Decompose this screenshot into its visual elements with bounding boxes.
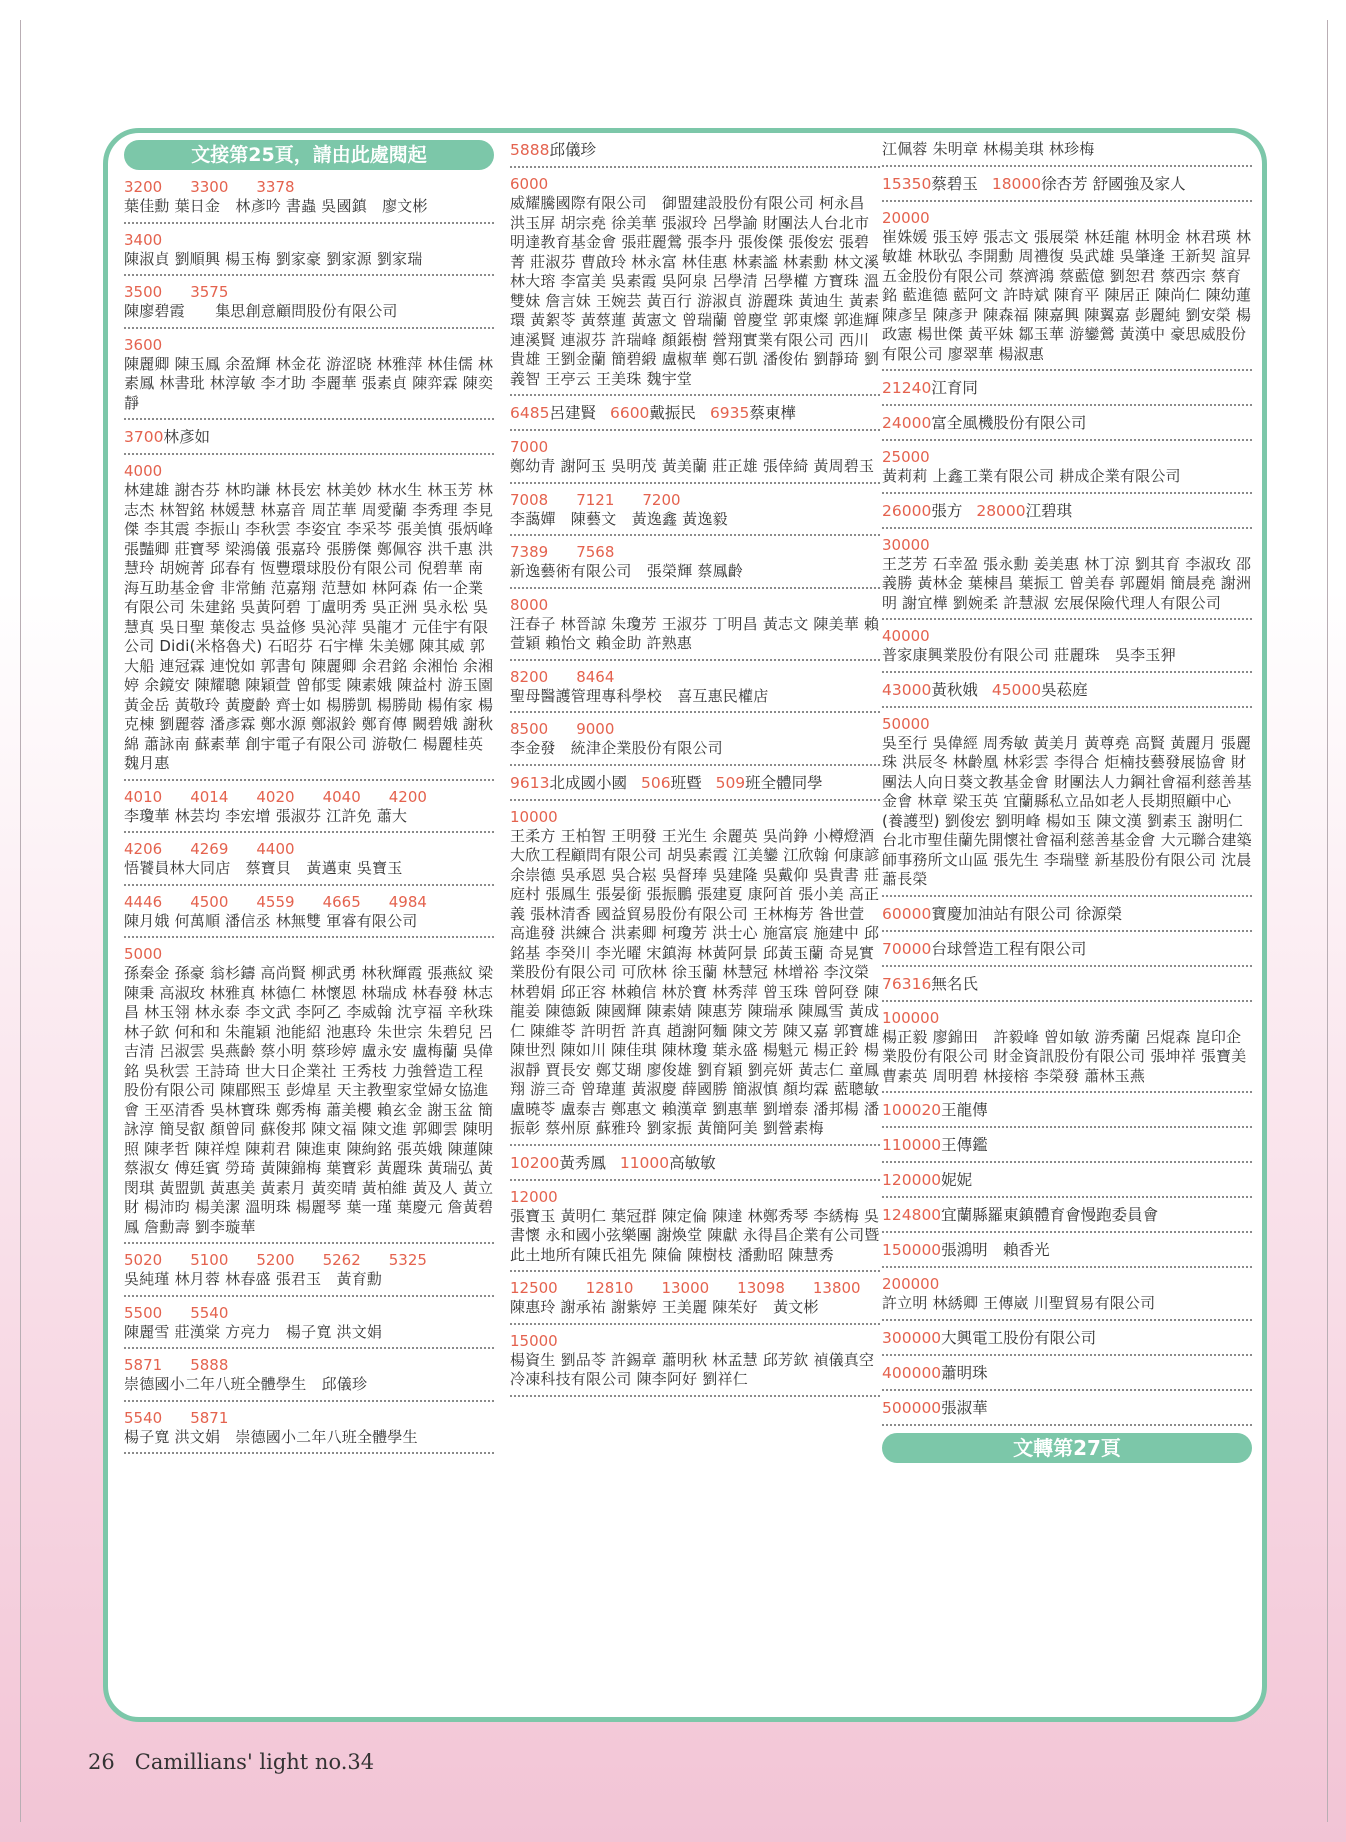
donation-amount: 3400	[124, 230, 163, 249]
donor-names: 陳惠玲 謝承祐 謝紫婷 王美麗 陳茱好 黃文彬	[510, 1298, 819, 1316]
donor-name: 黃秀鳳	[559, 1153, 606, 1172]
donation-amount: 5871	[124, 1356, 163, 1374]
donor-names: 楊子寬 洪文娟 崇德國小二年八班全體學生	[124, 1427, 418, 1446]
donation-amounts	[124, 840, 494, 859]
page-number: 26	[88, 1750, 115, 1774]
donor-name: 王龍傳	[941, 1101, 988, 1119]
donor-names: 吳至行 吳偉經 周秀敏 黃美月 黃尊堯 高賢 黃麗月 張麗珠 洪辰冬 林齡凰 林彩雲 李得合 炬楠技藝發展協會 財團法人向日葵文教基金會 財團法人力鋼社會福利慈善基金會 林章 梁玉英 宜蘭縣私立品如老人長期照顧中心(養護型) 劉俊宏 劉明峰 楊如玉 陳文漢 劉素玉 謝明仁 台北市聖佳蘭先開懷社會福利慈善基金會 大元聯合建築師事務所文山區 張先生 李瑞璧 新基股份有限公司 沈晨 蕭長榮	[882, 733, 1252, 888]
donor-name: 呂建賢	[549, 404, 596, 422]
donation-amount: 5200	[256, 1251, 295, 1269]
donor-name: 張鴻明 賴香光	[941, 1241, 1050, 1259]
donor-names: 汪春子 林晉諒 朱瓊芳 王淑芬 丁明昌 黃志文 陳美華 賴萱穎 賴怡文 賴金助 許熟惠	[510, 614, 880, 652]
donation-amount: 7200	[642, 490, 681, 509]
donation-amount: 7389	[510, 543, 549, 561]
donation-group	[510, 668, 880, 714]
donation-group	[124, 462, 494, 781]
donation-amounts	[510, 438, 880, 457]
donation-group	[882, 501, 1252, 529]
donor-names: 鄭幼青 謝阿玉 吳明茂 黃美蘭 莊正雄 張倖綺 黃周碧玉	[510, 457, 875, 475]
donation-amounts	[124, 462, 494, 481]
donation-group	[882, 1240, 1252, 1268]
donor-name: 江育同	[931, 379, 978, 397]
donation-amount: 300000	[882, 1328, 942, 1347]
donation-amounts	[510, 1188, 880, 1207]
donation-group	[124, 283, 494, 329]
donation-amount: 11000	[619, 1153, 670, 1172]
donation-inline-line	[882, 974, 1252, 995]
donation-inline-line	[882, 1398, 1252, 1419]
donation-amounts	[882, 627, 1252, 646]
donation-amount: 4559	[256, 892, 295, 911]
donation-amount: 100020	[882, 1101, 942, 1119]
donation-amount: 509	[715, 773, 746, 792]
donor-name: 蕭明珠	[941, 1363, 988, 1382]
donation-group	[882, 974, 1252, 1002]
donation-group	[124, 427, 494, 455]
donor-names: 黃莉莉 上鑫工業有限公司 耕成企業有限公司	[882, 467, 1181, 485]
donation-group	[510, 1332, 880, 1397]
donor-names: 陳月娥 何萬順 潘信丞 林無雙 軍睿有限公司	[124, 911, 418, 930]
donation-amount: 10200	[510, 1153, 560, 1172]
donation-amount: 3300	[190, 178, 229, 196]
donor-names: 李瓊華 林芸均 李宏增 張淑芬 江許免 蕭大	[124, 806, 408, 825]
donation-amount: 4446	[124, 892, 163, 911]
donation-amounts	[510, 668, 880, 687]
donation-group	[124, 231, 494, 277]
donation-amounts	[510, 596, 880, 615]
donation-amount: 7568	[576, 543, 615, 561]
donation-group	[882, 1363, 1252, 1391]
donation-group	[124, 178, 494, 224]
donation-inline-line	[882, 939, 1252, 960]
donor-name: 江碧琪	[1025, 501, 1073, 520]
donor-name: 張方	[931, 501, 963, 520]
donation-inline-line	[510, 773, 880, 794]
donation-amount: 400000	[882, 1363, 942, 1382]
donation-amount: 6485	[510, 404, 550, 422]
donation-group	[124, 1304, 494, 1350]
donor-names: 楊正毅 廖錦田 許毅峰 曾如敏 游秀蘭 呂焜森 崑印企業股份有限公司 財金資訊股份有限公司 張坤祥 張寶美 曹素英 周明碧 林接榕 李榮發 蕭林玉燕	[882, 1027, 1247, 1085]
donation-group	[882, 627, 1252, 673]
donation-amount: 5500	[124, 1303, 163, 1322]
donation-group	[882, 413, 1252, 441]
donor-names: 崔姝媛 張玉婷 張志文 張展榮 林廷龍 林明金 林君瑛 林敏雄 林耿弘 李開勳 周禮復 吳武雄 吳肇逢 王新契 誼昇五金股份有限公司 蔡濟鴻 蔡藍億 劉恕君 蔡西宗 蔡育銘 藍進德 藍阿文 許時斌 陳育平 陳居正 陳尚仁 陳幼蓮 陳彥呈 陳彥尹 陳森福 陳嘉興 陳翼嘉 彭麗純 劉安榮 楊政憲 楊世傑 黃平妹 鄒玉華 游鑾鶯 黃漢中 豪思威股份有限公司 廖翠華 楊淑惠	[882, 227, 1252, 363]
donor-names: 陳麗卿 陳玉鳳 余盈輝 林金花 游涩晓 林雅萍 林佳儒 林素鳳 林書玭 林淳敏 李才助 李麗華 張素貞 陳弈霖 陳奕靜	[124, 354, 494, 412]
donation-amount: 28000	[976, 501, 1026, 520]
donation-amounts	[510, 808, 880, 827]
donor-names: 陳廖碧霞 集思創意顧問股份有限公司	[124, 302, 398, 320]
donation-group	[124, 788, 494, 834]
donation-amounts	[124, 231, 494, 250]
donation-group	[124, 945, 494, 1244]
donation-amount: 6600	[609, 404, 650, 422]
donor-names: 普家康興業股份有限公司 莊麗珠 吳李玉狎	[882, 646, 1176, 664]
donation-amount: 4020	[256, 787, 295, 806]
donation-amount: 5888	[190, 1356, 229, 1374]
donation-amount: 3700	[124, 428, 164, 446]
donation-amount: 4040	[322, 787, 361, 806]
donation-amounts	[882, 715, 1252, 734]
donation-group	[510, 1188, 880, 1273]
donor-names: 李藹嬋 陳藝文 黃逸鑫 黃逸毅	[510, 509, 728, 528]
donation-group	[882, 680, 1252, 708]
donation-group	[882, 536, 1252, 621]
donation-amounts	[510, 720, 880, 739]
donation-group	[124, 1251, 494, 1297]
donation-amount: 9000	[576, 720, 615, 738]
donor-name: 林彥如	[163, 428, 210, 446]
donor-column-2	[510, 140, 880, 1708]
donor-names: 威耀騰國際有限公司 御盟建設股份有限公司 柯永昌 洪玉屏 胡宗堯 徐美華 張淑玲 呂學諭 財團法人台北市明達教育基金會 張莊麗鶯 張李丹 張俊傑 張俊宏 張碧菁 莊淑芬 曹啟玲 林永富 林佳惠 林素謐 林素勳 林文溪 林大瑢 李富美 吳素霞 吳阿泉 呂學清 呂學權 方寶珠 溫雙妹 詹言妹 王婉芸 黃百行 游淑貞 游麗珠 黃迪生 黃素環 黃絮苓 黃蔡蓮 黃憲文 曾瑞蘭 曾慶堂 郭東燦 郭進輝 連溪賢 連淑芬 許瑞峰 顏鋹樹 營翔實業有限公司 西川貴雄 王劉金蘭 簡碧緞 盧椒華 鄭石凱 潘俊佑 劉靜琦 劉義智 王亭云 王美珠 魏宇堂	[510, 194, 880, 388]
donation-amount: 500000	[882, 1398, 942, 1417]
donation-group	[510, 808, 880, 1146]
donation-group	[510, 491, 880, 537]
donation-inline-line	[882, 1170, 1252, 1191]
donation-amount: 24000	[882, 414, 932, 432]
donation-group	[882, 174, 1252, 202]
donation-group	[124, 840, 494, 886]
donor-name: 蔡東樺	[749, 404, 796, 422]
donation-amount: 4000	[124, 462, 163, 480]
donation-amount: 5540	[124, 1408, 163, 1427]
donation-group	[124, 1356, 494, 1402]
donation-amount: 13098	[737, 1279, 785, 1297]
donation-amount: 5000	[124, 945, 163, 963]
continued-from-banner: 文接第25頁，請由此處閱起	[124, 140, 494, 170]
donation-amount: 20000	[882, 208, 930, 227]
donation-amounts	[124, 1409, 494, 1428]
donor-name: 蔡碧玉	[931, 174, 978, 193]
donor-name: 富全風機股份有限公司	[931, 414, 1087, 432]
donation-amount: 8464	[576, 667, 615, 686]
donor-names: 陳淑貞 劉順興 楊玉梅 劉家豪 劉家源 劉家瑞	[124, 249, 423, 268]
donation-group	[882, 1398, 1252, 1426]
donation-amount: 4984	[388, 892, 427, 911]
donation-amount: 4010	[124, 787, 163, 806]
donor-names: 楊資生 劉品苓 許錫章 蕭明秋 林孟慧 邱芳欽 禎儀真空冷凍科技有限公司 陳李阿好 劉祥仁	[510, 1350, 875, 1388]
donation-inline-line	[882, 501, 1252, 522]
donor-names: 王柔方 王柏智 王明發 王光生 余麗英 吳尚錚 小樽燈酒 大欣工程顧問有限公司 胡吳素霞 江美鑾 江欣翰 何康諺 余崇德 吳承恩 吳合崧 吳督琫 吳建隆 吳戴仰 吳貴書 莊庭村 張鳳生 張晏銜 張振鵬 張建夏 康阿首 張小美 高正義 張林清香 國益貿易股份有限公司 王林梅芳 昝世萱 高進發 洪練合 洪素卿 柯瓊芳 洪士心 施富宸 施建中 邱銘基 李癸川 李光曜 宋鎮海 林黃阿景 邱黃玉蘭 奇晃實業股份有限公司 可欣林 徐玉蘭 林慧冠 林增裕 李汶榮 林碧娟 邱正容 林賴信 林於寶 林秀萍 曾玉珠 曾阿登 陳龍姜 陳德鈑 陳國輝 陳素婧 陳惠芳 陳瑞承 陳鳳雪 黃成仁 陳維苓 許明哲 許真 趙謝阿麵 陳文芳 陳又嘉 郭寶雄 陳世烈 陳如川 陳佳琪 陳林瓊 葉永盛 楊魁元 楊正鈴 楊淑靜 賈長安 鄭艾瑚 廖俊雄 劉育穎 劉亮妍 黃志仁 童鳳翔 游三奇 曾瑋蓮 黃淑慶 薛國勝 簡淑慎 顏均霖 藍聰敏 盧曉苓 盧泰吉 鄭惠文 賴漢章 劉惠華 劉增泰 潘邦楊 潘振彰 蔡州原 蘇雅玲 劉家振 黃簡阿美 劉營素梅	[510, 826, 880, 1137]
donation-amounts	[510, 543, 880, 562]
donation-group	[882, 1135, 1252, 1163]
donation-amount: 124800	[882, 1206, 942, 1224]
donation-amounts	[510, 1332, 880, 1351]
donor-names: 李金發 統津企業股份有限公司	[510, 739, 723, 757]
donor-column-1	[124, 140, 494, 1708]
donation-group	[882, 209, 1252, 372]
donor-names: 江佩蓉 朱明章 林楊美琪 林珍梅	[882, 140, 1095, 158]
donor-name: 徐杏芳 舒國強及家人	[1041, 174, 1186, 193]
donation-amount: 45000	[991, 680, 1042, 699]
donation-amount: 3500	[124, 283, 163, 301]
donation-group	[124, 893, 494, 939]
magazine-title: Camillians' light no.34	[134, 1750, 375, 1774]
donation-group	[882, 378, 1252, 406]
donation-inline-line	[882, 1240, 1252, 1261]
donation-amounts	[124, 945, 494, 964]
donation-amount: 18000	[991, 174, 1042, 193]
donation-amount: 5100	[190, 1251, 229, 1269]
donor-names: 許立明 林綉卿 王傳崴 川聖貿易有限公司	[882, 1294, 1156, 1312]
donation-group	[882, 1328, 1252, 1356]
donor-column-3	[882, 140, 1252, 1708]
donation-amounts	[124, 1304, 494, 1323]
donation-amounts	[124, 788, 494, 807]
donation-amount: 6000	[510, 175, 549, 193]
donation-amount: 4269	[190, 840, 229, 858]
donation-group	[510, 773, 880, 801]
donation-amount: 3378	[256, 178, 295, 196]
donation-amount: 7000	[510, 438, 549, 456]
donation-amounts	[124, 283, 494, 302]
donation-amounts	[124, 1356, 494, 1375]
donation-amount: 60000	[882, 904, 932, 923]
donation-amount: 4200	[388, 787, 427, 806]
continued-to-banner: 文轉第27頁	[882, 1433, 1252, 1463]
donation-amount: 26000	[882, 501, 932, 520]
donation-amount: 10000	[510, 807, 558, 826]
donation-amount: 4665	[322, 892, 361, 911]
donor-name: 妮妮	[941, 1171, 973, 1189]
donation-inline-line	[510, 140, 880, 161]
donor-name: 黃秋娥	[931, 680, 978, 699]
donor-name: 台球營造工程有限公司	[931, 939, 1087, 958]
donation-amount: 8500	[510, 720, 549, 738]
donation-amount: 4400	[256, 840, 295, 858]
donor-name: 無名氏	[931, 974, 978, 993]
donation-group	[510, 438, 880, 484]
donation-amount: 5262	[322, 1251, 361, 1269]
donation-amount: 43000	[882, 680, 932, 699]
donation-amount: 100000	[882, 1008, 940, 1027]
donor-names: 王芝芳 石幸盈 張永勳 姜美惠 林丁涼 劉其育 李淑玫 邵義勝 黃林金 葉棟昌 葉振工 曾美春 郭麗娟 簡晨堯 謝洲明 謝宜樺 劉婉柔 許慧淑 宏展保險代理人有限公司	[882, 554, 1252, 612]
donation-group	[882, 939, 1252, 967]
donation-amounts	[124, 178, 494, 197]
donation-inline-line	[882, 1328, 1252, 1349]
donation-amount: 6935	[709, 404, 750, 422]
donation-group	[882, 715, 1252, 897]
donor-name: 戴振民	[649, 404, 696, 422]
donation-group	[882, 448, 1252, 494]
donation-group	[510, 543, 880, 589]
donation-amount: 50000	[882, 714, 930, 733]
donor-name: 班暨	[670, 773, 702, 792]
donation-amount: 4500	[190, 892, 229, 911]
donation-inline-line	[510, 403, 880, 424]
donation-inline-line	[882, 1135, 1252, 1156]
donation-amounts	[882, 1275, 1252, 1294]
donation-group	[124, 336, 494, 421]
donation-amount: 7121	[576, 490, 615, 509]
donation-amount: 7008	[510, 490, 549, 509]
donor-name: 北成國小國	[549, 773, 627, 792]
donor-name: 大興電工股份有限公司	[941, 1328, 1097, 1347]
donation-inline-line	[882, 413, 1252, 434]
donation-amounts	[124, 1251, 494, 1270]
donor-name: 張淑華	[941, 1398, 988, 1417]
donation-amount: 8000	[510, 595, 549, 614]
donation-amount: 21240	[882, 379, 932, 397]
donation-inline-line	[882, 904, 1252, 925]
donor-names: 陳麗雪 莊漢棠 方亮力 楊子寬 洪文娟	[124, 1322, 383, 1341]
donation-amount: 5325	[388, 1251, 427, 1269]
donation-amounts	[124, 893, 494, 912]
donation-amount: 150000	[882, 1241, 942, 1259]
donation-inline-line	[882, 1100, 1252, 1121]
donation-inline-line	[882, 1205, 1252, 1226]
donation-amount: 3575	[190, 283, 229, 301]
donation-group	[882, 1100, 1252, 1128]
donation-amount: 13000	[661, 1279, 710, 1297]
donation-group	[510, 403, 880, 431]
donor-name: 邱儀珍	[549, 141, 596, 159]
donation-inline-line	[882, 174, 1252, 195]
donation-group	[510, 596, 880, 661]
donation-amounts	[510, 1279, 880, 1298]
donor-names: 葉佳勳 葉日金 林彥吟 書蟲 吳國鎮 廖文彬	[124, 197, 428, 215]
donation-amounts	[882, 448, 1252, 467]
donation-inline-line	[124, 427, 494, 448]
donation-amount: 5540	[190, 1303, 229, 1322]
donation-inline-line	[882, 378, 1252, 399]
donation-amount: 76316	[882, 974, 932, 993]
donor-name: 班全體同學	[745, 773, 823, 792]
donor-names: 新逸藝術有限公司 張榮輝 蔡鳳齡	[510, 562, 743, 580]
donor-names: 聖母醫護管理專科學校 喜互惠民權店	[510, 686, 769, 705]
donation-group	[882, 1275, 1252, 1321]
page-footer	[88, 1750, 374, 1774]
donation-amount: 4014	[190, 787, 229, 806]
donation-amount: 30000	[882, 535, 930, 554]
donation-amount: 40000	[882, 627, 930, 645]
donation-amount: 110000	[882, 1136, 942, 1154]
donation-amount: 3200	[124, 178, 163, 196]
donation-group	[882, 1170, 1252, 1198]
donation-group	[882, 1009, 1252, 1094]
donation-amount: 200000	[882, 1275, 940, 1293]
donation-amount: 3600	[124, 335, 163, 354]
donation-inline-line	[882, 680, 1252, 701]
donation-amounts	[124, 336, 494, 355]
donation-amount: 5020	[124, 1251, 163, 1269]
donor-name: 宜蘭縣羅東鎮體育會慢跑委員會	[941, 1206, 1159, 1224]
donation-amounts	[882, 536, 1252, 555]
donation-group	[510, 1279, 880, 1325]
donation-amount: 70000	[882, 939, 932, 958]
donation-group	[882, 1205, 1252, 1233]
donation-amount: 506	[640, 773, 671, 792]
donation-amount: 12500	[510, 1279, 558, 1297]
donation-group	[510, 720, 880, 766]
donor-name: 王傳鑑	[941, 1136, 988, 1154]
donation-amount: 12810	[585, 1279, 634, 1297]
donation-amount: 5871	[190, 1408, 229, 1427]
donor-names: 林建雄 謝杏芬 林昀謙 林長宏 林美妙 林水生 林玉芳 林志杰 林智銘 林媛慧 林嘉音 周芷華 周愛蘭 李秀理 李見傑 李其震 李振山 李秋雲 李姿宜 李采芩 張美慎 張炳峰 張豔卿 莊寶琴 梁鴻儀 張嘉玲 張勝傑 鄭佩容 洪千惠 洪慧玲 胡婉菁 邱春有 恆豐環球股份有限公司 倪碧華 南海互助基金會 非常鮪 范嘉翔 范慧如 林阿森 佑一企業有限公司 朱建銘 吳黃阿碧 丁盧明秀 吳正洲 吳永松 吳慧真 吳日聖 葉俊志 吳益修 吳沁萍 吳龍才 元佳宇有限公司 Didi(米格魯犬) 石昭芬 石宇樺 朱美娜 陳其威 郭大船 連冠霖 連悅如 郭書旬 陳麗卿 余君銘 余湘怡 余湘婷 余鏡安 陳耀聰 陳穎萱 曾郁雯 陳素娥 陳益村 游玉園 黃金岳 黃敬玲 黃慶齡 齊士如 楊勝凱 楊勝勛 楊侑家 楊克棟 劉麗蓉 潘彥霖 鄭水源 鄭淑鈴 鄭育傳 闕碧娥 謝秋綿 蕭詠南 蘇素華 創宇電子有限公司 游敬仁 楊麗桂英 魏月惠	[124, 481, 494, 772]
donor-name: 寶慶加油站有限公司 徐源榮	[931, 904, 1123, 923]
donation-inline-line	[882, 1363, 1252, 1384]
donation-group	[510, 140, 880, 168]
donation-amounts	[510, 491, 880, 510]
donor-name: 吳菘庭	[1041, 680, 1088, 699]
donation-group	[510, 175, 880, 396]
donation-inline-line	[510, 1153, 880, 1174]
donation-amount: 9613	[510, 773, 550, 792]
donation-amount: 8200	[510, 667, 549, 686]
donation-amounts	[882, 1009, 1252, 1028]
donation-amount: 25000	[882, 448, 930, 466]
donation-amount: 13800	[812, 1279, 861, 1297]
donation-amount: 4206	[124, 840, 163, 858]
donor-names: 悟饕員林大同店 蔡寶貝 黃邁東 吳寶玉	[124, 859, 403, 877]
donor-names: 吳純瑾 林月蓉 林春盛 張君玉 黃育勳	[124, 1270, 383, 1288]
donation-amount: 12000	[510, 1187, 558, 1206]
donor-name: 高敏敏	[669, 1153, 716, 1172]
donor-names: 崇德國小二年八班全體學生 邱儀珍	[124, 1375, 368, 1393]
donation-amount: 5888	[510, 141, 550, 159]
donation-amount: 120000	[882, 1171, 942, 1189]
donation-amounts	[882, 209, 1252, 228]
donor-names: 孫秦金 孫豪 翁杉鑄 高尚賢 柳武勇 林秋輝霞 張燕紋 梁陳秉 高淑玫 林雅真 林德仁 林懷恩 林瑞成 林春發 林志昌 林玉翎 林永泰 李文武 李阿乙 李威翰 沈亨福 辛秋珠 林子欽 何和和 朱龍穎 池能紹 池惠玲 朱世宗 朱碧兒 呂吉清 呂淑雲 吳燕齡 蔡小明 蔡珍婷 盧永安 盧梅蘭 吳偉銘 吳秋雲 王詩琦 世大日企業社 王秀枝 力強營造工程股份有限公司 陳郿熙玉 彭煒星 天主教聖家堂婦女協進會 王巫清香 吳林寶珠 鄭秀梅 蕭美櫻 賴玄金 謝玉盆 簡詠淳 簡旻叡 顏曾同 蘇俊邦 陳文福 陳文進 郭卿雲 陳明照 陳孝哲 陳祥煌 陳莉君 陳進東 陳絢銘 張英娥 陳蓮陳 蔡淑女 傅廷賓 勞琦 黃陳錦梅 葉寶彩 黃麗珠 黃瑞弘 黃閔琪 黃盟凱 黃惠美 黃素月 黃奕晴 黃柏維 黃及人 黃立財 楊沛昀 楊美潔 溫明珠 楊麗琴 葉一瑾 葉慶元 詹黃碧鳳 詹勳壽 劉李璇華	[124, 964, 494, 1236]
donation-amounts	[510, 175, 880, 194]
donation-amount: 15350	[882, 174, 932, 193]
donor-names: 張寶玉 黃明仁 葉冠群 陳定倫 陳達 林鄭秀琴 李綉梅 吳書懷 永和國小弦樂團 謝煥堂 陳獻 永得昌企業有公司暨此土地所有陳氏祖先 陳倫 陳樹枝 潘勳昭 陳慧秀	[510, 1206, 880, 1264]
donation-amount: 15000	[510, 1331, 558, 1350]
donation-group	[882, 904, 1252, 932]
donation-group	[124, 1409, 494, 1455]
donation-group	[510, 1153, 880, 1181]
donation-group	[882, 140, 1252, 167]
